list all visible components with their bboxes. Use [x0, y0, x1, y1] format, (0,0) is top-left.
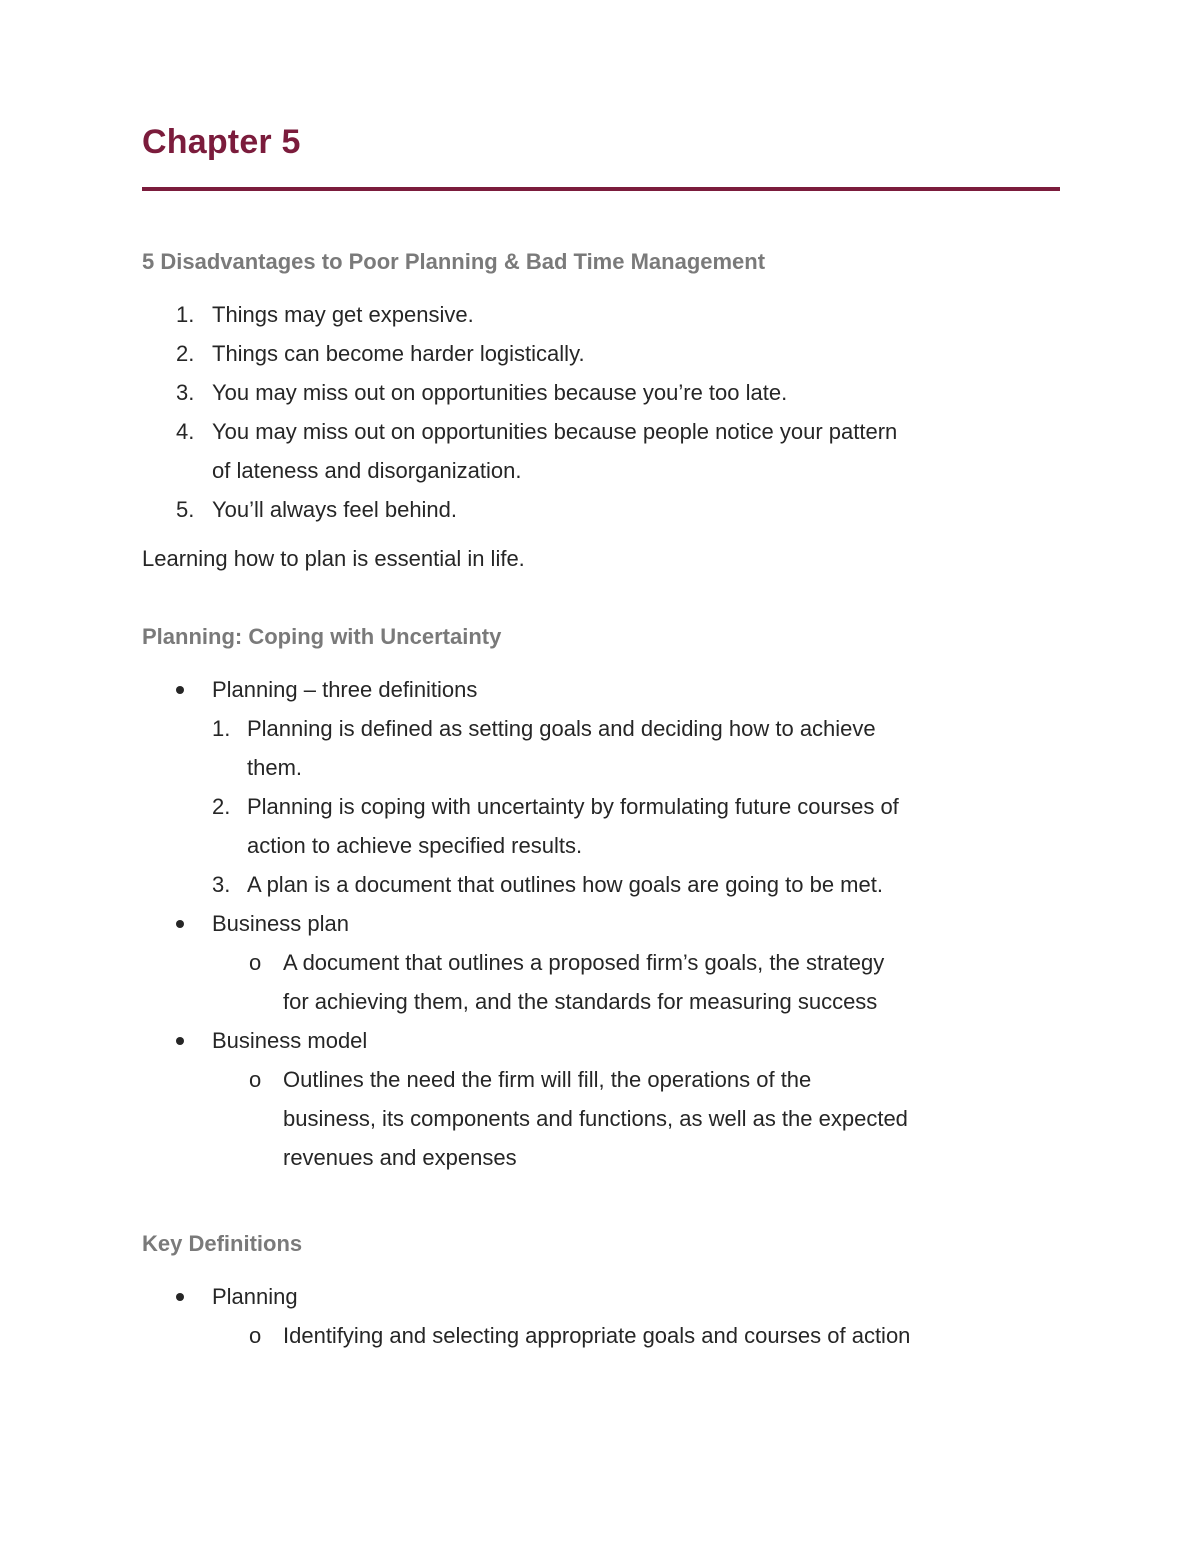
circle-bullet-icon: o — [249, 950, 262, 975]
list-item-text: Things may get expensive. — [212, 302, 474, 327]
bullet-label: Business plan — [212, 911, 349, 936]
sub-item-text-continued: action to achieve specified results. — [247, 833, 583, 858]
circle-bullet-icon: o — [249, 1067, 262, 1092]
sub-list-item — [142, 943, 1060, 1021]
bullet-icon — [176, 1037, 184, 1045]
document-page — [142, 118, 1060, 1355]
list-item — [142, 295, 1060, 334]
list-item-text: You may miss out on opportunities because people notice your pattern — [212, 419, 898, 444]
list-item — [142, 904, 1060, 943]
sub-item-text: Planning is defined as setting goals and deciding how to achieve — [247, 716, 876, 741]
disadvantages-list — [142, 295, 1060, 529]
title-divider — [142, 187, 1060, 191]
list-item-text-continued: of lateness and disorganization. — [212, 458, 522, 483]
bullet-label: Business model — [212, 1028, 368, 1053]
list-number: 1. — [212, 716, 231, 741]
list-item-text: Things can become harder logistically. — [212, 341, 585, 366]
closing-paragraph: Learning how to plan is essential in life. — [142, 546, 525, 571]
list-number: 2. — [212, 794, 231, 819]
list-number: 2. — [176, 341, 195, 366]
list-item — [142, 490, 1060, 529]
list-item — [142, 1277, 1060, 1316]
list-item-text: You may miss out on opportunities because you’re too late. — [212, 380, 788, 405]
list-item — [142, 373, 1060, 412]
list-item — [142, 334, 1060, 373]
bullet-icon — [176, 920, 184, 928]
list-number: 4. — [176, 419, 195, 444]
chapter-title: Chapter 5 — [142, 123, 301, 161]
sub-list-item — [142, 1316, 1060, 1355]
planning-list — [142, 670, 1060, 1177]
list-item-text: You’ll always feel behind. — [212, 497, 458, 522]
bullet-label: Planning — [212, 1284, 298, 1309]
list-number: 1. — [176, 302, 195, 327]
sub-list-item — [142, 865, 1060, 904]
sub-item-text-continued: business, its components and functions, as well as the expected — [283, 1106, 908, 1131]
sub-item-text: A plan is a document that outlines how goals are going to be met. — [247, 872, 883, 897]
sub-item-text-continued: revenues and expenses — [283, 1145, 517, 1170]
list-number: 3. — [212, 872, 231, 897]
sub-item-text-continued: them. — [247, 755, 303, 780]
sub-item-text: Identifying and selecting appropriate goals and courses of action — [283, 1323, 911, 1348]
section-heading-disadvantages: 5 Disadvantages to Poor Planning & Bad Time Management — [142, 249, 766, 274]
sub-item-text: Outlines the need the firm will fill, the operations of the — [283, 1067, 812, 1092]
bullet-label: Planning – three definitions — [212, 677, 478, 702]
list-number: 5. — [176, 497, 195, 522]
section-heading-key-definitions: Key Definitions — [142, 1231, 303, 1256]
circle-bullet-icon: o — [249, 1323, 262, 1348]
sub-item-text-continued: for achieving them, and the standards for measuring success — [283, 989, 878, 1014]
sub-list-item — [142, 787, 1060, 865]
list-item — [142, 412, 1060, 490]
bullet-icon — [176, 1293, 184, 1301]
list-item — [142, 670, 1060, 709]
sub-item-text: Planning is coping with uncertainty by formulating future courses of — [247, 794, 899, 819]
list-number: 3. — [176, 380, 195, 405]
bullet-icon — [176, 686, 184, 694]
sub-list-item — [142, 709, 1060, 787]
sub-item-text: A document that outlines a proposed firm’s goals, the strategy — [283, 950, 885, 975]
key-definitions-list — [142, 1277, 1060, 1355]
section-heading-planning: Planning: Coping with Uncertainty — [142, 624, 502, 649]
sub-list-item — [142, 1060, 1060, 1177]
list-item — [142, 1021, 1060, 1060]
